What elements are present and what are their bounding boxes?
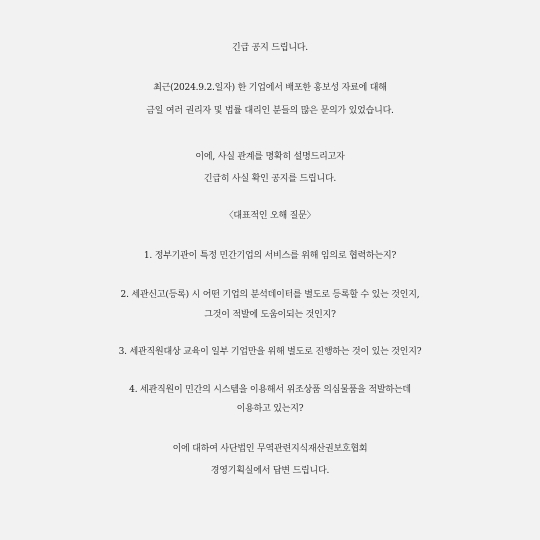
questions-heading: 〈대표적인 오해 질문〉	[224, 211, 316, 221]
question-3: 3. 세관직원대상 교육이 일부 기업만을 위해 별도로 진행하는 것이 있는 것인지?	[118, 347, 422, 357]
purpose-line-1: 이에, 사실 관계를 명확히 설명드리고자	[195, 152, 345, 162]
closing-line-1: 이에 대하여 사단법인 무역관련지식재산권보호협회	[172, 444, 368, 454]
question-2-line-1: 2. 세관신고(등록) 시 어떤 기업의 분석데이터를 별도로 등록할 수 있는 것인지,	[120, 290, 420, 300]
purpose-line-2: 긴급히 사실 확인 공지를 드립니다.	[203, 174, 337, 184]
question-2-line-2: 그것이 적발에 도움이되는 것인지?	[204, 310, 336, 320]
notice-title: 긴급 공지 드립니다.	[232, 43, 308, 53]
question-4-line-2: 이용하고 있는지?	[236, 404, 304, 414]
intro-line-1: 최근(2024.9.2.일자) 한 기업에서 배포한 홍보성 자료에 대해	[153, 83, 387, 93]
question-1: 1. 정부기관이 특정 민간기업의 서비스를 위해 임의로 협력하는지?	[143, 251, 397, 261]
closing-line-2: 경영기획실에서 답변 드립니다.	[210, 466, 330, 476]
intro-line-2: 금일 여러 권리자 및 법률 대리인 분들의 많은 문의가 있었습니다.	[146, 106, 394, 116]
question-4-line-1: 4. 세관직원이 민간의 시스템을 이용해서 위조상품 의심물품을 적발하는데	[129, 385, 411, 395]
